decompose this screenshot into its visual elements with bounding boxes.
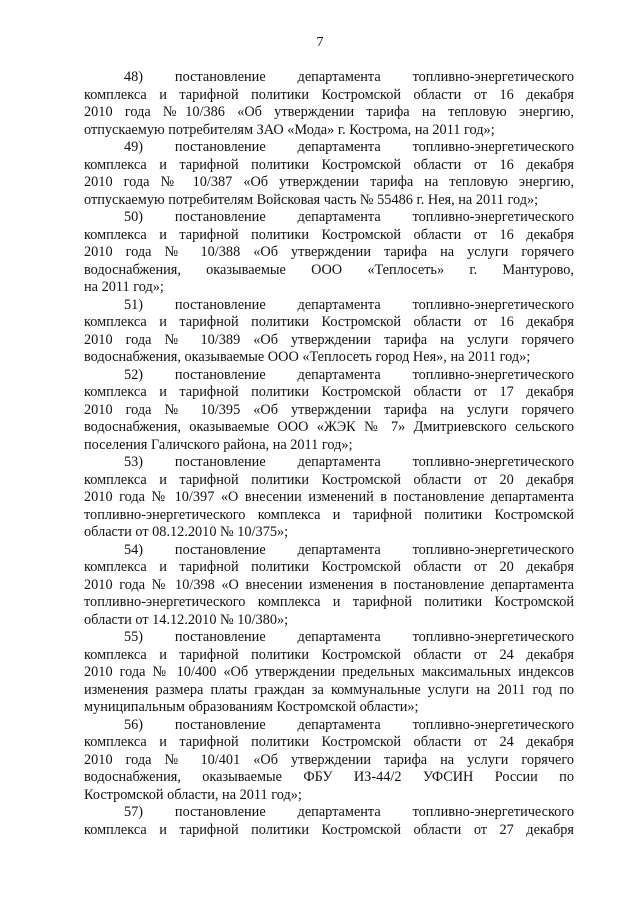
text-line: 2010 года № 10/400 «Об утверждении предельных максимальных индексов: [84, 664, 574, 680]
document-body: [84, 69, 574, 839]
text-line: 48) постановление департамента топливно-энергетического: [124, 69, 574, 85]
list-item: [84, 717, 574, 805]
text-line: 50) постановление департамента топливно-энергетического: [124, 209, 574, 225]
text-line: водоснабжения, оказываемые ФБУ ИЗ-44/2 УФСИН России по: [84, 769, 574, 785]
text-line: области от 08.12.2010 № 10/375»;: [84, 524, 289, 540]
text-line: 57) постановление департамента топливно-энергетического: [124, 804, 574, 820]
list-item: [84, 454, 574, 542]
text-line: изменения размера платы граждан за коммунальные услуги на 2011 год по: [84, 681, 574, 698]
text-line: водоснабжения, оказываемые ООО «ЖЭК № 7» Дмитриевского сельского: [84, 419, 574, 435]
text-line: 56) постановление департамента топливно-энергетического: [124, 716, 574, 733]
text-line: Костромской области, на 2011 год»;: [84, 786, 302, 803]
text-line: комплекса и тарифной политики Костромской области от 16 декабря: [84, 314, 574, 330]
text-line: комплекса и тарифной политики Костромской области от 24 декабря: [84, 646, 574, 663]
text-line: водоснабжения, оказываемые ООО «Теплосеть» г. Мантурово,: [84, 261, 574, 278]
text-line: 54) постановление департамента топливно-энергетического: [124, 541, 574, 558]
list-item: [84, 542, 574, 630]
text-line: комплекса и тарифной политики Костромской области от 24 декабря: [84, 734, 574, 750]
text-line: комплекса и тарифной политики Костромской области от 20 декабря: [84, 471, 574, 488]
page-number: 7: [316, 35, 324, 50]
text-line: топливно-энергетического комплекса и тарифной политики Костромской: [84, 506, 574, 523]
text-line: отпускаемую потребителям Войсковая часть № 55486 г. Нея, на 2011 год»;: [84, 191, 539, 208]
list-item: [84, 367, 574, 455]
text-line: муниципальным образованиям Костромской области»;: [84, 699, 419, 715]
text-line: 52) постановление департамента топливно-энергетического: [124, 366, 574, 383]
text-line: 2010 года № 10/397 «О внесении изменений в постановление департамента: [84, 489, 574, 505]
list-item: [84, 297, 574, 367]
text-line: комплекса и тарифной политики Костромской области от 17 декабря: [84, 384, 574, 400]
text-line: 55) постановление департамента топливно-энергетического: [124, 629, 574, 645]
text-line: комплекса и тарифной политики Костромской области от 20 декабря: [84, 559, 574, 575]
text-line: комплекса и тарифной политики Костромской области от 16 декабря: [84, 226, 574, 243]
text-line: 2010 года № 10/398 «О внесении изменения в постановление департамента: [84, 576, 574, 593]
text-line: поселения Галичского района, на 2011 год»;: [84, 436, 353, 453]
list-item: [84, 139, 574, 209]
text-line: 49) постановление департамента топливно-энергетического: [124, 139, 574, 155]
text-line: на 2011 год»;: [84, 279, 164, 295]
text-line: 2010 года № 10/387 «Об утверждении тарифа на тепловую энергию,: [84, 174, 574, 190]
text-line: комплекса и тарифной политики Костромской области от 27 декабря: [84, 821, 574, 838]
list-item: [84, 209, 574, 297]
text-line: топливно-энергетического комплекса и тарифной политики Костромской: [84, 594, 574, 610]
text-line: 2010 года № 10/389 «Об утверждении тарифа на услуги горячего: [84, 331, 574, 348]
text-line: отпускаемую потребителям ЗАО «Мода» г. Кострома, на 2011 год»;: [84, 121, 495, 138]
text-line: комплекса и тарифной политики Костромской области от 16 декабря: [84, 156, 574, 173]
text-line: водоснабжения, оказываемые ООО «Теплосеть город Нея», на 2011 год»;: [84, 349, 531, 365]
text-line: области от 14.12.2010 № 10/380»;: [84, 611, 289, 628]
text-line: 2010 года № 10/395 «Об утверждении тарифа на услуги горячего: [84, 401, 574, 418]
text-line: 51) постановление департамента топливно-энергетического: [124, 296, 574, 313]
list-item: [84, 804, 574, 839]
list-item: [84, 69, 574, 139]
text-line: 2010 года № 10/388 «Об утверждении тарифа на услуги горячего: [84, 244, 574, 260]
text-line: комплекса и тарифной политики Костромской области от 16 декабря: [84, 86, 574, 103]
text-line: 2010 года № 10/401 «Об утверждении тарифа на услуги горячего: [84, 751, 574, 768]
list-item: [84, 629, 574, 717]
text-line: 53) постановление департамента топливно-энергетического: [124, 454, 574, 470]
text-line: 2010 года №10/386 «Об утверждении тарифа на тепловую энергию,: [84, 104, 574, 120]
